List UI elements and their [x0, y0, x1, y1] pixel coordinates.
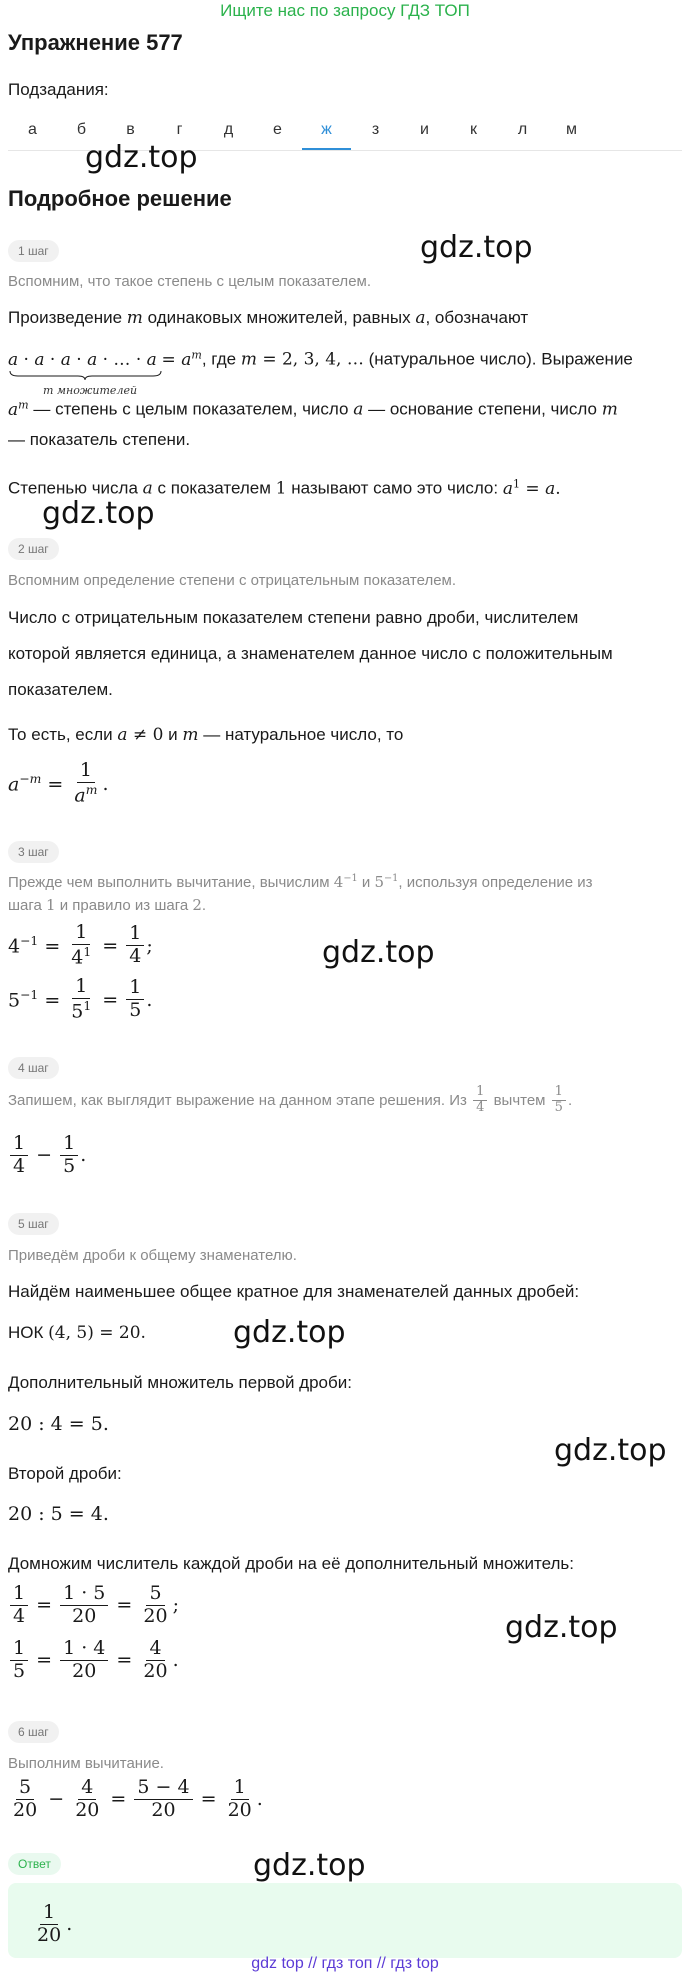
answer-box	[8, 1883, 682, 1958]
footer-link[interactable]: гдз top	[390, 1955, 439, 1972]
top-banner: Ищите нас по запросу ГДЗ ТОП	[220, 1, 470, 20]
tab-l[interactable]: л	[517, 121, 528, 138]
expression-step-4: $\frac{1}{4}$ − $\frac{1}{5}$ .	[8, 1133, 86, 1178]
watermark: gdz.top	[322, 935, 435, 970]
step-3-hint-1: Прежде чем выполнить вычитание, вычислим $4^{-1}$ и $5^{-1}$, используя определение из	[8, 873, 593, 891]
footer-link[interactable]: gdz top	[251, 1955, 304, 1972]
negative-power-formula: $a^{-m}$ = $\frac{1}{a^m}$ .	[8, 759, 109, 807]
factor-1: 20 : 4 = 5.	[8, 1413, 109, 1435]
watermark: gdz.top	[420, 230, 533, 265]
step-badge-4: 4 шаг	[8, 1057, 59, 1079]
multiply-2: $\frac{1}{5}$ = $\frac{1 \cdot 4}{20}$ = $\frac{4}{20}$ .	[8, 1638, 179, 1683]
step-1-text-2: $a^m$ — степень с целым показателем, число a — основание степени, число m	[8, 398, 618, 420]
watermark: gdz.top	[505, 1610, 618, 1645]
solution-heading: Подробное решение	[8, 186, 232, 211]
answer-badge: Ответ	[8, 1853, 61, 1875]
tab-b[interactable]: б	[76, 121, 87, 138]
calc-4-inverse: $4^{-1}$ = $\frac{1}{4^1}$ = $\frac{1}{4}$ ;	[8, 921, 153, 969]
watermark: gdz.top	[253, 1848, 366, 1883]
step-badge-2: 2 шаг	[8, 538, 59, 560]
step-2-text-1: Число с отрицательным показателем степени равно дроби, числителем	[8, 608, 579, 627]
tab-v[interactable]: в	[126, 121, 135, 138]
page-title: Упражнение 577	[8, 30, 183, 55]
step-badge-3: 3 шаг	[8, 841, 59, 863]
footer-separator: //	[376, 1955, 386, 1972]
step-1-text-3: — показатель степени.	[8, 430, 191, 449]
tab-i[interactable]: и	[420, 121, 429, 138]
tab-m[interactable]: м	[566, 121, 577, 138]
watermark: gdz.top	[233, 1315, 346, 1350]
brace-label: m множителей	[43, 383, 138, 397]
subtraction: $\frac{5}{20}$ − $\frac{4}{20}$ = $\frac{5 - 4}{20}$ = $\frac{1}{20}$ .	[13, 1776, 263, 1821]
step-3-hint-2: шага 1 и правило из шага 2.	[8, 896, 207, 914]
multiply-1: $\frac{1}{4}$ = $\frac{1 \cdot 5}{20}$ = $\frac{5}{20}$ ;	[8, 1583, 179, 1628]
step-5-text-3: Второй дроби:	[8, 1464, 122, 1483]
tab-z[interactable]: з	[371, 121, 380, 138]
step-1-text-1: Произведение m одинаковых множителей, равных a, обозначают	[8, 308, 529, 328]
step-4-hint: Запишем, как выглядит выражение на данном этапе решения. Из $\frac{1}{4}$ вычтем $\frac{1}{5}$ .	[8, 1084, 573, 1115]
nok-formula: НОК (4, 5) = 20.	[8, 1323, 146, 1343]
step-5-text-4: Домножим числитель каждой дроби на её дополнительный множитель:	[8, 1554, 574, 1573]
step-badge-6: 6 шаг	[8, 1721, 59, 1743]
step-1-text-4: Степенью числа a с показателем 1 называют само это число: $a^1 = a$.	[8, 477, 561, 499]
tab-d[interactable]: д	[223, 121, 234, 138]
step-1-formula: a · a · a · a · … · a m множителей = $a^m$, где m = 2, 3, 4, … (натуральное число). Выражение	[8, 343, 633, 372]
step-5-hint: Приведём дроби к общему знаменателю.	[8, 1247, 297, 1264]
step-2-text-2: которой является единица, а знаменателем данное число с положительным	[8, 644, 613, 663]
tab-k[interactable]: к	[470, 121, 477, 138]
footer-separator: //	[308, 1955, 318, 1972]
step-2-text-3: показателем.	[8, 680, 113, 699]
step-5-text-1: Найдём наименьшее общее кратное для знаменателей данных дробей:	[8, 1282, 580, 1301]
answer-value: $\frac{1}{20}$ .	[37, 1901, 73, 1946]
subtasks-label: Подзадания:	[8, 80, 109, 99]
tab-g[interactable]: г	[176, 121, 183, 138]
watermark: gdz.top	[554, 1433, 667, 1468]
step-badge-5: 5 шаг	[8, 1213, 59, 1235]
watermark: gdz.top	[42, 496, 155, 531]
step-1-hint: Вспомним, что такое степень с целым показателем.	[8, 273, 372, 290]
step-2-text-4: То есть, если a ≠ 0 и m — натуральное число, то	[8, 725, 404, 745]
step-badge-1: 1 шаг	[8, 240, 59, 262]
footer-link[interactable]: гдз топ	[321, 1955, 373, 1972]
tab-zh[interactable]: ж	[302, 118, 351, 150]
step-5-text-2: Дополнительный множитель первой дроби:	[8, 1373, 352, 1392]
factor-2: 20 : 5 = 4.	[8, 1503, 109, 1525]
step-2-hint: Вспомним определение степени с отрицательным показателем.	[8, 572, 457, 589]
footer-links	[0, 1955, 690, 1973]
calc-5-inverse: $5^{-1}$ = $\frac{1}{5^1}$ = $\frac{1}{5}$ .	[8, 975, 153, 1023]
watermark: gdz.top	[85, 140, 198, 175]
tab-a[interactable]: а	[28, 121, 37, 138]
tab-e[interactable]: е	[273, 121, 282, 138]
step-6-hint: Выполним вычитание.	[8, 1755, 164, 1772]
